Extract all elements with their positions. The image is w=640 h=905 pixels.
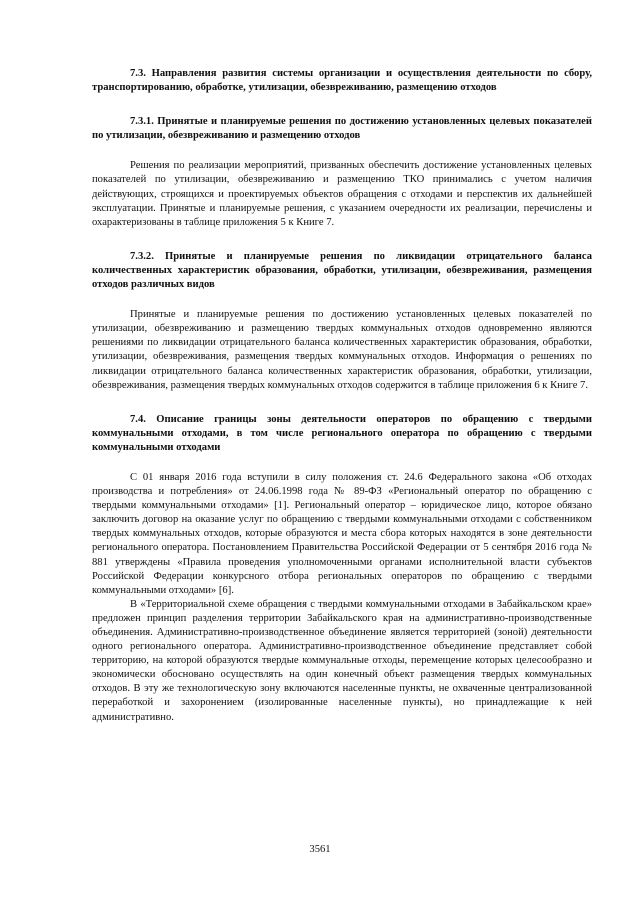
paragraph-7-3-1: Решения по реализации мероприятий, призванных обеспечить достижение установленных целевых показателей по утилизации, обезвреживанию и размещению ТКО принимались с учетом наличия действующих, строящихся и проектируемых объектов обращения с отходами и перспектив их дальнейшей эксплуатации. Принятые и планируемые решения, с указанием очередности их реализации, перечислены и охарактеризованы в таблице приложения 5 к Книге 7. — [92, 160, 592, 228]
section-heading-7-3-1: 7.3.1. Принятые и планируемые решения по достижению установленных целевых показателей по утилизации, обезвреживанию и размещению отходов — [92, 116, 592, 142]
section-heading-7-4: 7.4. Описание границы зоны деятельности операторов по обращению с твердыми коммунальными отходами, в том числе регионального оператора по обращению с твердыми коммунальными отходами — [92, 413, 592, 453]
paragraph-7-4-regional-operator: С 01 января 2016 года вступили в силу положения ст. 24.6 Федерального закона «Об отходах производства и потребления» от 24.06.1998 года № 89-ФЗ «Региональный оператор по обращению с твердыми коммунальными отходами» [1]. Региональный оператор – юридическое лицо, которое обязано заключить договор на оказание услуг по обращению с твердыми коммунальными отходами с собственником твердых коммунальных отходов, которые образуются и места сбора которых находятся в зоне деятельности регионального оператора. Постановлением Правительства Российской Федерации от 5 сентября 2016 года № 881 утверждены «Правила проведения уполномоченными органами исполнительной власти субъектов Российской Федерации конкурсного отбора региональных операторов по обращению с твердыми коммунальными отходами» [6]. — [92, 471, 592, 596]
section-heading-7-3-2: 7.3.2. Принятые и планируемые решения по ликвидации отрицательного баланса количественных характеристик образования, обработки, утилизации, обезвреживания, размещения отходов различных видов — [92, 250, 592, 291]
paragraph-7-4-territorial-scheme: В «Территориальной схеме обращения с твердыми коммунальными отходами в Забайкальском крае» предложен принцип разделения территории Забайкальского края на административно-производственные объединения. Административно-производственное объединение является территорией (зоной) деятельности одного регионального оператора. Административно-производственное объединение представляет собой территорию, на которой образуются твердые коммунальные отходы, перемещение которых целесообразно и экономически обосновано осуществлять на один конечный объект размещения твердых коммунальных отходов. В эту же технологическую зону включаются населенные пункты, не охваченные централизованной переработкой и захоронением (изолированные населенные пункты), но принадлежащие к ней административно. — [92, 598, 592, 723]
document-page — [92, 67, 592, 725]
paragraph-7-3-2: Принятые и планируемые решения по достижению установленных целевых показателей по утилизации, обезвреживанию и размещению твердых коммунальных отходов одновременно являются решениями по ликвидации отрицательного баланса количественных характеристик образования, обработки, утилизации, обезвреживания, размещения твердых коммунальных отходов. Информация о решениях по ликвидации отрицательного баланса количественных характеристик образования, обработки, утилизации, обезвреживания, размещения твердых коммунальных отходов содержится в таблице приложения 6 к Книге 7. — [92, 309, 592, 391]
page-number: 3561 — [309, 844, 331, 855]
section-heading-7-3: 7.3. Направления развития системы организации и осуществления деятельности по сбору, транспортированию, обработке, утилизации, обезвреживанию, размещению отходов — [92, 68, 592, 94]
